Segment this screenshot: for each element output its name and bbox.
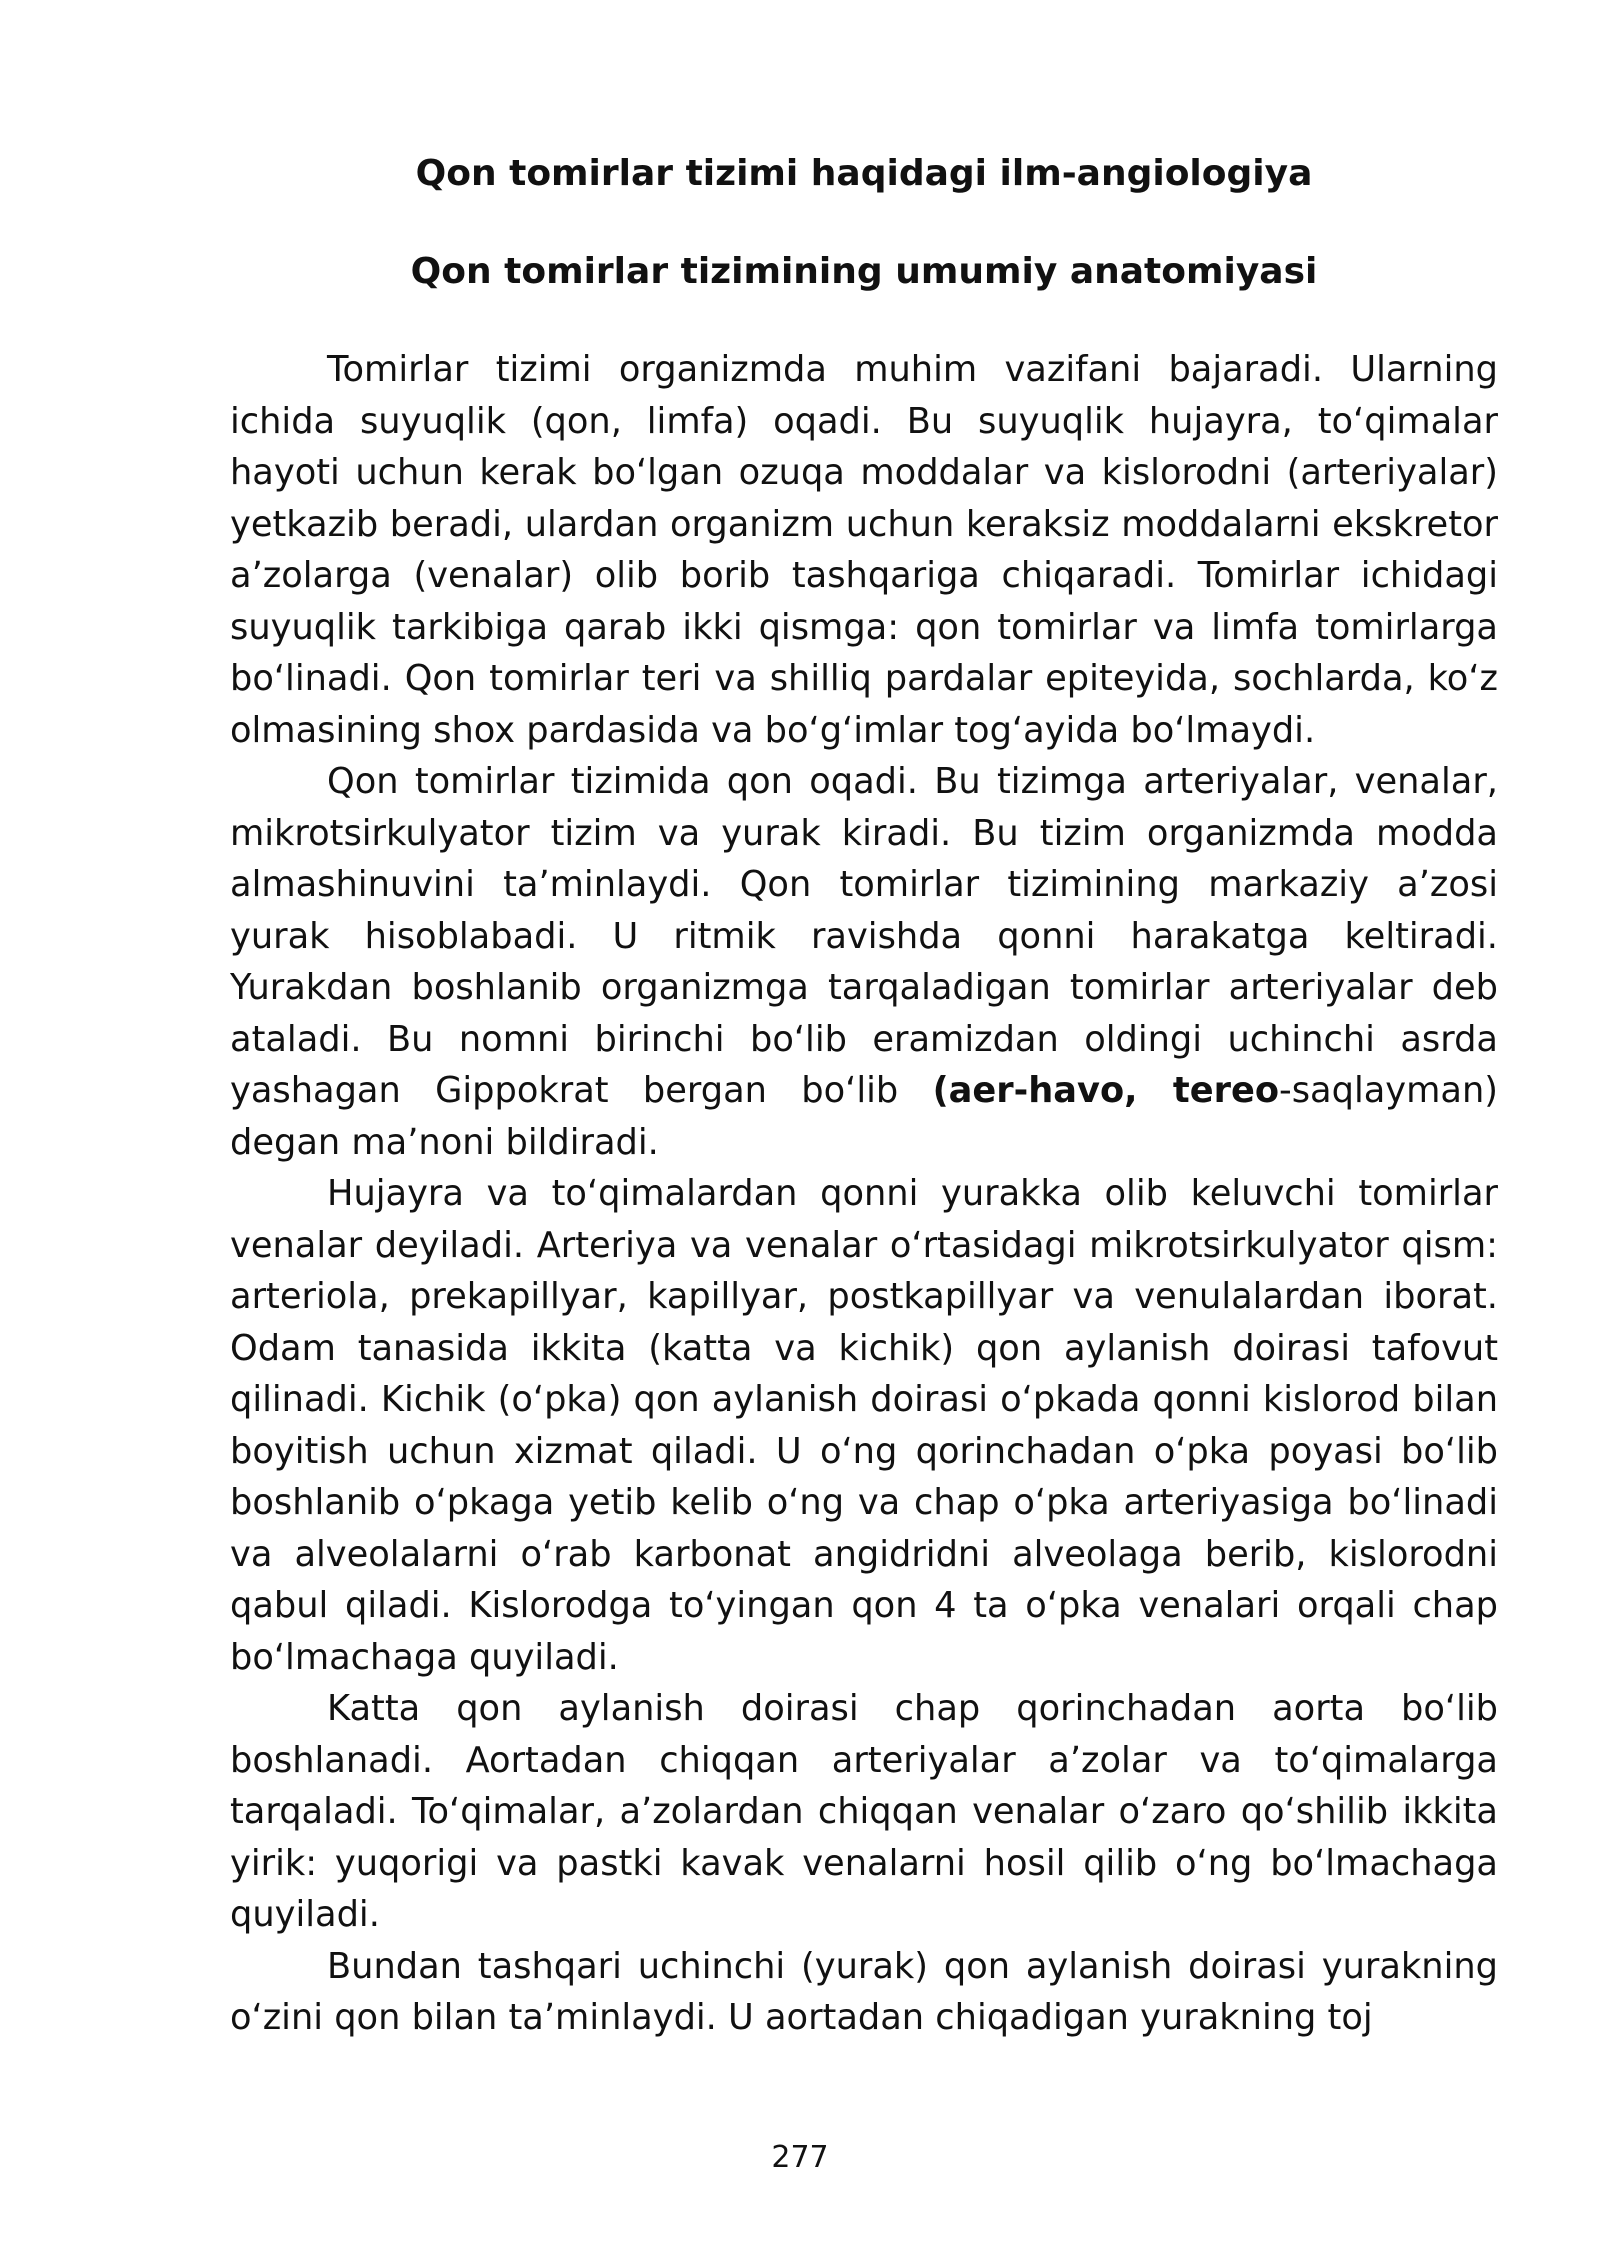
paragraph-2-text-after: -saqlayman) degan ma’noni bildiradi.	[230, 1070, 1498, 1163]
paragraph-5: Bundan tashqari uchinchi (yurak) qon aylanish doirasi yurakning o‘zini qon bilan ta’minlaydi. U aortadan chiqadigan yurakning toj	[230, 1945, 1498, 2038]
page-title: Qon tomirlar tizimi haqidagi ilm-angiologiya	[415, 153, 1313, 194]
body-text	[230, 344, 1498, 2044]
paragraph-1: Tomirlar tizimi organizmda muhim vazifani bajaradi. Ularning ichida suyuqlik (qon, limfa) oqadi. Bu suyuqlik hujayra, to‘qimalar hayoti uchun kerak bo‘lgan ozuqa moddalar va kislorodni (arteriyalar) yetkazib beradi, ulardan organizm uchun keraksiz moddalarni ekskretor a’zolarga (venalar) olib borib tashqariga chiqaradi. Tomirlar ichidagi suyuqlik tarkibiga qarab ikki qismga: qon tomirlar va limfa tomirlarga bo‘linadi. Qon tomirlar teri va shilliq pardalar epiteyida, sochlarda, ko‘z olmasining shox pardasida va bo‘g‘imlar tog‘ayida bo‘lmaydi.	[230, 349, 1498, 751]
page-content	[230, 150, 1498, 2044]
paragraph-3: Hujayra va to‘qimalardan qonni yurakka olib keluvchi tomirlar venalar deyiladi. Arteriya va venalar o‘rtasidagi mikrotsirkulyator qism: arteriola, prekapillyar, kapillyar, postkapillyar va venulalardan iborat. Odam tanasida ikkita (katta va kichik) qon aylanish doirasi tafovut qilinadi. Kichik (o‘pka) qon aylanish doirasi o‘pkada qonni kislorod bilan boyitish uchun xizmat qiladi. U o‘ng qorinchadan o‘pka poyasi bo‘lib boshlanib o‘pkaga yetib kelib o‘ng va chap o‘pka arteriyasiga bo‘linadi va alveolalarni o‘rab karbonat angidridni alveolaga berib, kislorodni qabul qiladi. Kislorodga to‘yingan qon 4 ta o‘pka venalari orqali chap bo‘lmachaga quyiladi.	[230, 1173, 1498, 1678]
paragraph-4: Katta qon aylanish doirasi chap qorinchadan aorta bo‘lib boshlanadi. Aortadan chiqqan arteriyalar a’zolar va to‘qimalarga tarqaladi. To‘qimalar, a’zolardan chiqqan venalar o‘zaro qo‘shilib ikkita yirik: yuqorigi va pastki kavak venalarni hosil qilib o‘ng bo‘lmachaga quyiladi.	[230, 1688, 1498, 1935]
paragraph-2-bold-term: (aer-havo, tereo	[932, 1070, 1280, 1111]
page-number: 277	[771, 2140, 829, 2175]
paragraph-2	[230, 756, 1498, 1168]
paragraph-2-text-before: Qon tomirlar tizimida qon oqadi. Bu tizimga arteriyalar, venalar, mikrotsirkulyator tizim va yurak kiradi. Bu tizim organizmda modda almashinuvini ta’minlaydi. Qon tomirlar tizimining markaziy a’zosi yurak hisoblabadi. U ritmik ravishda qonni harakatga keltiradi. Yurakdan boshlanib organizmga tarqaladigan tomirlar arteriyalar deb ataladi. Bu nomni birinchi bo‘lib eramizdan oldingi uchinchi asrda yashagan Gippokrat bergan bo‘lib	[230, 761, 1498, 1111]
section-title: Qon tomirlar tizimining umumiy anatomiyasi	[410, 251, 1318, 292]
